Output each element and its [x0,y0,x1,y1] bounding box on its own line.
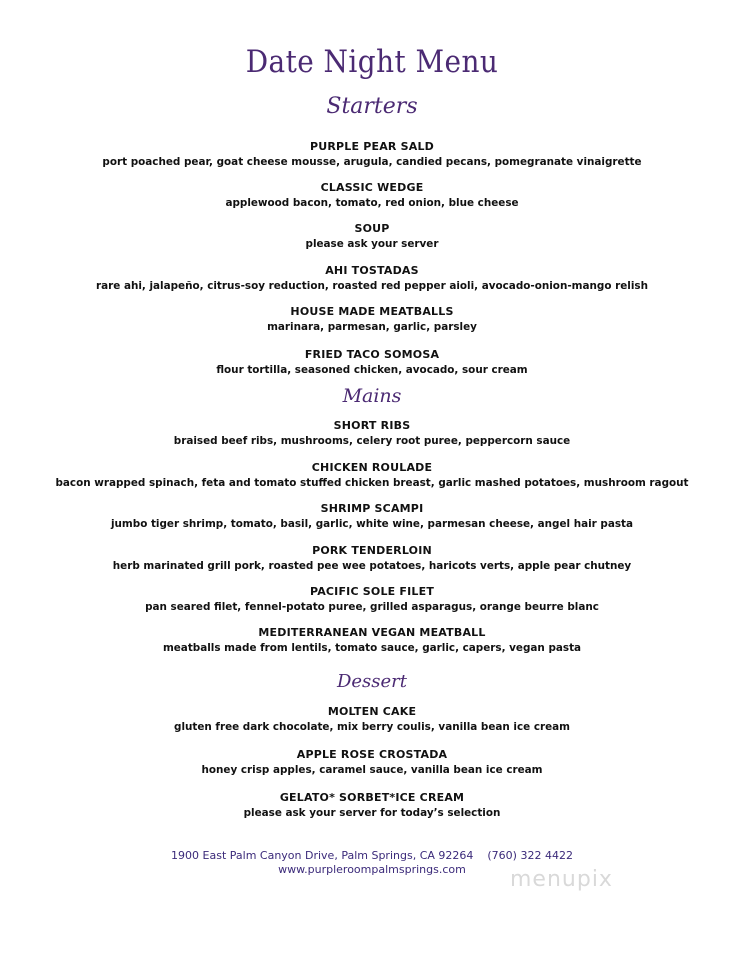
menu-item-description: gluten free dark chocolate, mix berry coulis, vanilla bean ice cream [174,721,570,733]
menu-item-description: flour tortilla, seasoned chicken, avocado, sour cream [216,364,528,376]
menu-item-name: FRIED TACO SOMOSA [304,348,440,361]
menu-item-description: please ask your server [305,238,439,250]
menu-item-description: herb marinated grill pork, roasted pee wee potatoes, haricots verts, apple pear chutney [112,560,632,572]
footer-contact [0,849,744,862]
menu-item-name: CHICKEN ROULADE [311,461,433,474]
menu-item-name: PORK TENDERLOIN [312,544,432,557]
dessert-heading: Dessert [336,671,408,692]
footer-address: 1900 East Palm Canyon Drive, Palm Springs, CA 92264 [171,849,474,862]
menu-item-description: rare ahi, jalapeño, citrus-soy reduction, roasted red pepper aioli, avocado-onion-mango relish [96,280,648,292]
menu-item-name: APPLE ROSE CROSTADA [296,748,448,761]
footer-phone: (760) 322 4422 [487,849,573,862]
starters-heading: Starters [326,94,418,119]
menu-item-name: HOUSE MADE MEATBALLS [290,305,454,318]
menu-item-name: SOUP [354,222,390,235]
menu-item-name: CLASSIC WEDGE [320,181,424,194]
menu-item-description: honey crisp apples, caramel sauce, vanilla bean ice cream [201,764,543,776]
mains-heading: Mains [342,385,402,407]
menu-item-description: braised beef ribs, mushrooms, celery root puree, peppercorn sauce [173,435,571,447]
menu-item-description: bacon wrapped spinach, feta and tomato stuffed chicken breast, garlic mashed potatoes, mushroom ragout [55,477,689,489]
menu-item-description: meatballs made from lentils, tomato sauce, garlic, capers, vegan pasta [162,642,582,654]
menu-item-description: pan seared filet, fennel-potato puree, grilled asparagus, orange beurre blanc [145,601,599,613]
menu-item-description: jumbo tiger shrimp, tomato, basil, garlic, white wine, parmesan cheese, angel hair pasta [110,518,634,530]
menu-item-description: marinara, parmesan, garlic, parsley [267,321,477,333]
menu-item-description: please ask your server for today’s selection [243,807,501,819]
menu-item-name: SHORT RIBS [333,419,411,432]
menu-item-description: applewood bacon, tomato, red onion, blue cheese [225,197,519,209]
menu-item-name: GELATO* SORBET*ICE CREAM [279,791,465,804]
menu-item-description: port poached pear, goat cheese mousse, arugula, candied pecans, pomegranate vinaigrette [102,156,642,168]
menu-title: Date Night Menu [245,44,499,80]
menu-item-name: PURPLE PEAR SALD [309,140,435,153]
menu-item-name: AHI TOSTADAS [325,264,419,277]
menu-item-name: MEDITERRANEAN VEGAN MEATBALL [258,626,486,639]
footer-website[interactable]: www.purpleroompalmsprings.com [278,863,466,876]
menu-item-name: MOLTEN CAKE [327,705,417,718]
menu-item-name: PACIFIC SOLE FILET [309,585,435,598]
menu-item-name: SHRIMP SCAMPI [320,502,424,515]
menupix-watermark: menupix [510,867,613,892]
